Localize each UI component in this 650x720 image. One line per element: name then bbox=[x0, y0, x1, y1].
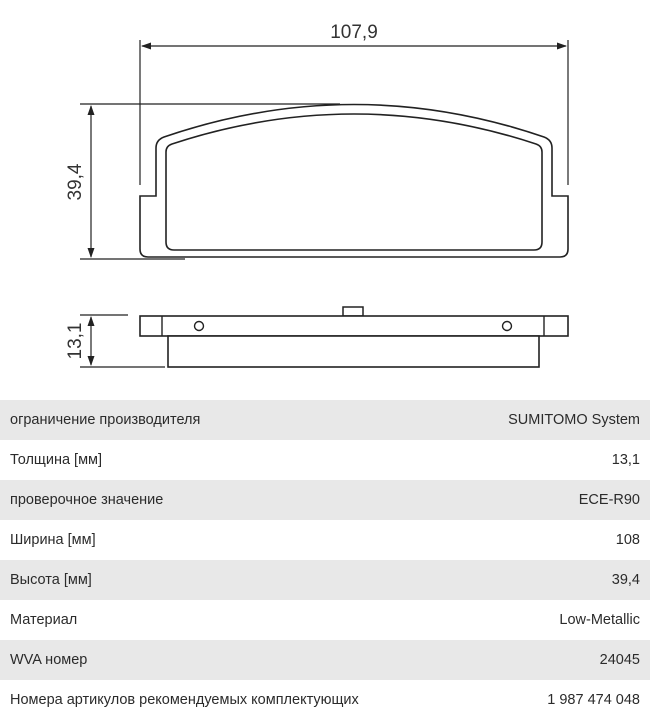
spec-value: SUMITOMO System bbox=[508, 412, 640, 428]
spec-label: Номера артикулов рекомендуемых комплектующих bbox=[10, 692, 359, 708]
brake-pad-front-view bbox=[140, 105, 568, 258]
spec-label: Толщина [мм] bbox=[10, 452, 103, 468]
spec-value: 39,4 bbox=[611, 572, 640, 588]
spec-label: WVA номер bbox=[10, 652, 88, 668]
spec-row-recommended-parts bbox=[0, 680, 650, 720]
thickness-dimension-label: 13,1 bbox=[65, 322, 86, 360]
spec-row-thickness bbox=[0, 440, 650, 480]
specifications-table bbox=[0, 400, 650, 720]
spec-value: 24045 bbox=[599, 652, 640, 668]
spec-label: ограничение производителя bbox=[10, 412, 201, 428]
spec-value: Low-Metallic bbox=[559, 612, 640, 628]
spec-row-wva-number bbox=[0, 640, 650, 680]
spec-value: 108 bbox=[615, 532, 640, 548]
height-dimension bbox=[65, 104, 340, 259]
spec-label: Материал bbox=[10, 612, 78, 628]
spec-row-test-value bbox=[0, 480, 650, 520]
spec-row-height bbox=[0, 560, 650, 600]
spec-label: Ширина [мм] bbox=[10, 532, 96, 548]
spec-row-material bbox=[0, 600, 650, 640]
spec-value: 13,1 bbox=[611, 452, 640, 468]
spec-label: проверочное значение bbox=[10, 492, 164, 508]
spec-value: ECE-R90 bbox=[578, 492, 640, 508]
height-dimension-label: 39,4 bbox=[65, 163, 86, 201]
width-dimension-label: 107,9 bbox=[330, 22, 378, 43]
spec-row-manufacturer-restriction bbox=[0, 400, 650, 440]
spec-value: 1 987 474 048 bbox=[547, 692, 640, 708]
spec-row-width bbox=[0, 520, 650, 560]
spec-label: Высота [мм] bbox=[10, 572, 92, 588]
brake-pad-side-view bbox=[140, 307, 568, 367]
